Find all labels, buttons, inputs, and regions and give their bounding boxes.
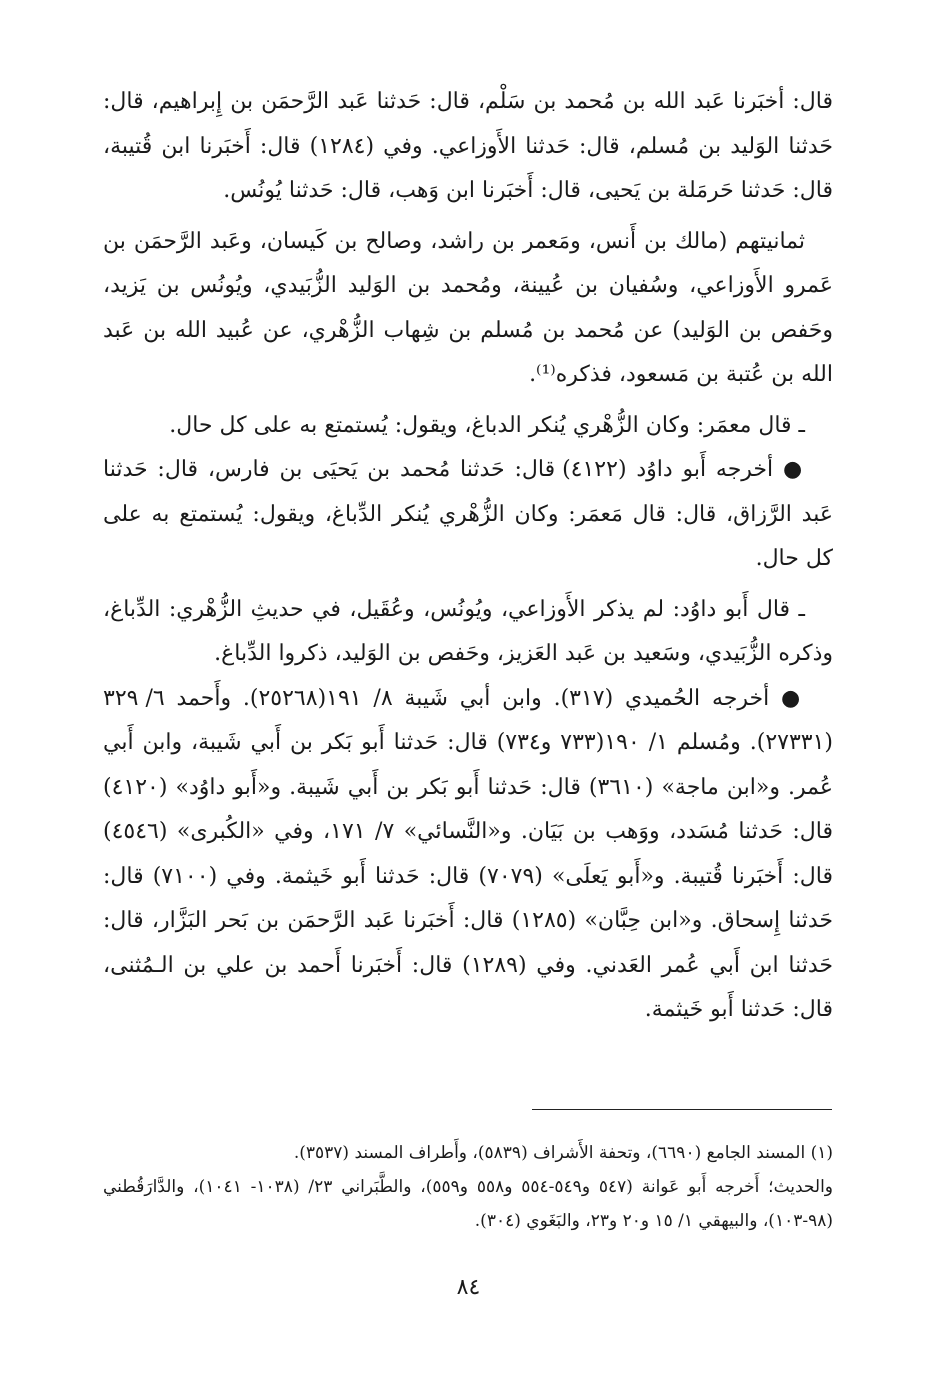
paragraph-abu-dawud-takhrij: ● أخرجه أَبو داوُد (٤١٢٢) قال: حَدثنا مُحمد بن يَحيَى بن فارس، قال: حَدثنا عَبد الرَّزاق، قال: قال مَعمَر: وكان الزُّهْري يُنكر الدِّباغ، ويقول: يُستمتع به على كل حال. bbox=[103, 457, 833, 571]
footnote-hadith-sources: والحديث؛ أَخرجه أَبو عَوانة (٥٤٧ و٥٤٩-٥٥٤ و٥٥٨ و٥٥٩)، والطَّبَراني ٢٣/ (١٠٣٨- ١٠٤١)، والدَّارَقُطني (٩٨-١٠٣)، والبيهقي ١/ ١٥ و٢٠ و٢٣، والبَغَوي (٣٠٤). bbox=[103, 1177, 834, 1231]
paragraph-mamar-note: ـ قال معمَر: وكان الزُّهْري يُنكر الدباغ، ويقول: يُستمتع به على كل حال. bbox=[169, 412, 805, 438]
paragraph-abu-dawud-note: ـ قال أَبو داوُد: لم يذكر الأَوزاعي، ويُونُس، وعُقَيل، في حديثِ الزُّهْري: الدِّباغ، وذكره الزُّبَيدي، وسَعيد بن عَبد العَزيز، وحَفص بن الوَليد، ذكروا الدِّباغ. bbox=[103, 596, 833, 666]
footnotes bbox=[103, 1136, 833, 1238]
paragraph-humaydi-takhrij: ● أخرجه الحُميدي (٣١٧). وابن أبي شَيبة ٨/ ١٩١(٢٥٢٦٨). وأَحمد ٦/ ٣٢٩ (٢٧٣٣١). ومُسلم ١/ ١٩٠(٧٣٣ و٧٣٤) قال: حَدثنا أَبو بَكر بن أَبي شَيبة، وابن أَبي عُمر. و«ابن ماجة» (٣٦١٠) قال: حَدثنا أَبو بَكر بن أَبي شَيبة. و«أَبو داوُد» (٤١٢٠) قال: حَدثنا مُسَدد، ووَهب بن بَيَان. و«النَّسائي» ٧/ ١٧١، وفي «الكُبرى» (٤٥٤٦) قال: أَخبَرنا قُتيبة. و«أَبو يَعلَى» (٧٠٧٩) قال: حَدثنا أَبو خَيثمة. وفي (٧١٠٠) قال: حَدثنا إِسحاق. و«ابن حِبَّان» (١٢٨٥) قال: أَخبَرنا عَبد الرَّحمَن بن بَحر البَزَّار، قال: حَدثنا ابن أَبي عُمر العَدني. وفي (١٢٨٩) قال: أَخبَرنا أَحمد بن علي بن الـمُثنى، قال: حَدثنا أَبو خَيثمة. bbox=[103, 685, 834, 1022]
footnote-1: (١) المسند الجامع (٦٦٩٠)، وتحفة الأَشراف (٥٨٣٩)، وأَطراف المسند (٣٥٣٧). bbox=[293, 1143, 833, 1163]
page-number: ٨٤ bbox=[456, 1275, 481, 1300]
paragraph-narrators: ثمانيتهم (مالك بن أَنس، ومَعمر بن راشد، وصالح بن كَيسان، وعَبد الرَّحمَن بن عَمرو الأَوزاعي، وسُفيان بن عُيينة، ومُحمد بن الوَليد الزُّبَيدي، ويُونُس بن يَزيد، وحَفص بن الوَليد) عن مُحمد بن مُسلم بن شِهاب الزُّهْري، عن عُبيد الله بن عَبد الله بن عُتبة بن مَسعود، فذكره⁽¹⁾. bbox=[103, 228, 833, 387]
main-text bbox=[103, 80, 833, 1033]
paragraph-chain: قال: أخبَرنا عَبد الله بن مُحمد بن سَلْم، قال: حَدثنا عَبد الرَّحمَن بن إِبراهيم، قال: حَدثنا الوَليد بن مُسلم، قال: حَدثنا الأَوزاعي. وفي (١٢٨٤) قال: أَخبَرنا ابن قُتيبة، قال: حَدثنا حَرمَلة بن يَحيى، قال: أَخبَرنا ابن وَهب، قال: حَدثنا يُونُس. bbox=[103, 89, 833, 203]
